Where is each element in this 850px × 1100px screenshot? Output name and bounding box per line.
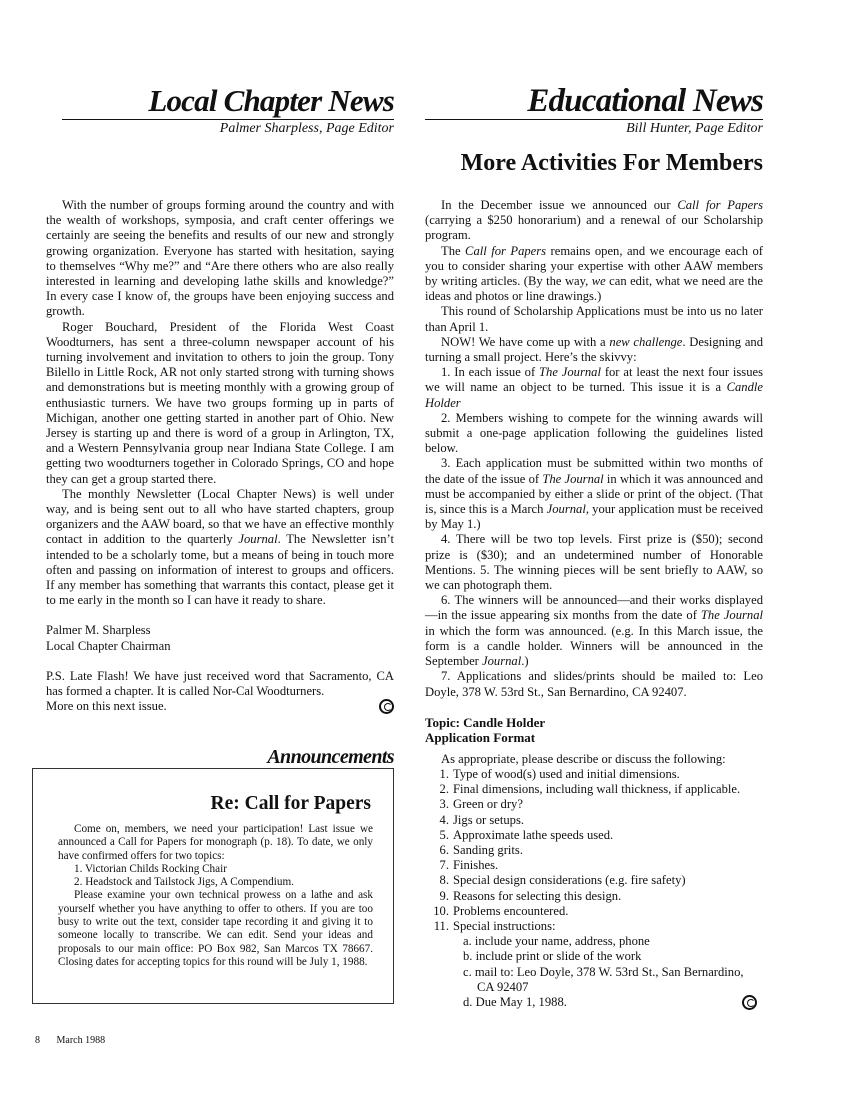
format-item: 8. Special design considerations (e.g. fire safety) <box>439 873 686 888</box>
spiral-end-mark-icon <box>742 995 757 1010</box>
postscript-last-line: More on this next issue. <box>46 699 167 714</box>
special-instruction: b. include print or slide of the work <box>463 949 642 964</box>
educational-article <box>425 198 763 1010</box>
postscript: P.S. Late Flash! We have just received word that Sacramento, CA has formed a chapter. It is called Nor-Cal Woodturners. <box>46 668 394 699</box>
educational-news-masthead <box>425 84 763 136</box>
section-title: Educational News <box>527 83 763 119</box>
topic-heading: Topic: Candle Holder <box>425 714 546 730</box>
format-item: 6. Sanding grits. <box>439 842 523 857</box>
format-item: 7. Finishes. <box>439 858 499 873</box>
article-paragraph: This round of Scholarship Applications must be into us no later than April 1. <box>425 304 763 334</box>
page-footer <box>35 1035 119 1046</box>
special-instruction: a. include your name, address, phone <box>463 934 650 949</box>
masthead-rule <box>62 119 394 120</box>
rule-item: 2. Members wishing to compete for the winning awards will submit a one-page application following the guidelines listed below. <box>425 410 763 456</box>
special-instruction: c. mail to: Leo Doyle, 378 W. 53rd St., San Bernardino, <box>463 964 744 979</box>
article-paragraph: Roger Bouchard, President of the Florida West Coast Woodturners, has sent a three-column newspaper account of his turning involvement and invitation to others to join the group. Tony Bilello in Little Rock, AR not only started strong with turning shows and demonstrations but is meeting monthly with a growing group of enthusiastic turners. We have two groups forming up in parts of Michigan, another one getting started in another part of Ohio. New Jersey is starting up and there is word of a group in Arlington, TX, and a Western Pennsylvania group near Indiana State College. I am getting two woodturners together in Colorado Springs, CO and hope they can get a group started there. <box>46 319 394 486</box>
local-chapter-news-masthead <box>60 84 394 136</box>
article-paragraph: The Call for Papers remains open, and we encourage each of you to consider sharing your expertise with other AAW members by writing articles. (By the way, we can edit, what we need are the ideas and photos or line drawings.) <box>425 243 763 304</box>
rule-item: 4. There will be two top levels. First prize is ($50); second prize is ($30); and an undetermined number of Honorable Mentions. 5. The winning pieces will be sent briefly to AAW, so we can photograph them. <box>425 532 763 593</box>
page-editor-credit: Bill Hunter, Page Editor <box>626 121 763 136</box>
article-paragraph: The monthly Newsletter (Local Chapter News) is well under way, and is being sent out to all who have started chapters, group organizers and the AAW board, so that we have an effective monthly contact in addition to the quarterly Journal. The Newsletter isn’t intended to be a scholarly tome, but a means of being in touch more often and passing on information of interest to groups and officers. If any member has something that warrants this contact, please get it to me early in the month so I can have it ready to share. <box>46 486 394 608</box>
application-format-list <box>425 752 763 1010</box>
topic-item: 1. Victorian Childs Rocking Chair <box>74 862 227 875</box>
announcements-header: Announcements <box>267 746 394 768</box>
format-item: 2. Final dimensions, including wall thickness, if applicable. <box>439 782 741 797</box>
format-item: 1. Type of wood(s) used and initial dimensions. <box>439 766 680 781</box>
page-number: 8 <box>35 1035 40 1046</box>
signature-title: Local Chapter Chairman <box>46 638 171 653</box>
spiral-end-mark-icon <box>379 699 394 714</box>
signature-name: Palmer M. Sharpless <box>46 623 151 638</box>
format-item: 10. Problems encountered. <box>433 903 569 918</box>
announcement-intro: Come on, members, we need your participation! Last issue we announced a Call for Papers for monograph (p. 18). To date, we only have confirmed offers for two topics: <box>58 823 373 862</box>
announcement-text <box>58 823 373 969</box>
special-instruction-continued: CA 92407 <box>477 979 529 994</box>
format-item: 5. Approximate lathe speeds used. <box>439 827 614 842</box>
format-item: 4. Jigs or setups. <box>439 812 525 827</box>
topic-item: 2. Headstock and Tailstock Jigs, A Compendium. <box>74 876 294 889</box>
announcement-title: Re: Call for Papers <box>210 793 371 814</box>
announcement-body: Please examine your own technical prowess on a lathe and ask yourself whether you have anything to offer to others. If you are too busy to write out the text, consider tape recording it and giving it to someone locally to transcribe. We can edit. Send your ideas and proposals to our main office: PO Box 982, San Marcos TX 78667. Closing dates for accepting topics for this round will be July 1, 1988. <box>58 889 373 968</box>
announcements-box <box>32 768 394 1004</box>
rule-item: 1. In each issue of The Journal for at least the next four issues we will name an object to be turned. This issue it is a Candle Holder <box>425 365 763 410</box>
article-paragraph: NOW! We have come up with a new challenge. Designing and turning a small project. Here’s the skivvy: <box>425 334 763 365</box>
local-chapter-article <box>46 198 394 715</box>
format-heading: Application Format <box>425 729 536 745</box>
issue-date: March 1988 <box>56 1035 106 1046</box>
format-intro: As appropriate, please describe or discuss the following: <box>441 751 726 766</box>
page-editor-credit: Palmer Sharpless, Page Editor <box>219 121 394 136</box>
section-title: Local Chapter News <box>148 83 394 118</box>
article-headline: More Activities For Members <box>460 150 763 176</box>
format-item: 9. Reasons for selecting this design. <box>439 888 622 903</box>
article-paragraph: With the number of groups forming around the country and with the wealth of workshops, symposia, and craft center offerings we certainly are seeing the benefits and results of our new and strongly growing organization. Everyone has started with hesitation, saying to themselves “Why me?” and “Are there others who are also really interested in learning and developing lathe skills and knowledge?” In every case I know of, the groups have been enjoying success and growth. <box>46 198 394 319</box>
masthead-rule <box>425 119 763 120</box>
rule-item: 3. Each application must be submitted within two months of the date of the issue of The Journal in which it was announced and must be accompanied by either a slide or print of the object. (That is, since this is a March Journal, your application must be received by May 1.) <box>425 456 764 532</box>
format-item: 11. Special instructions: <box>433 918 556 933</box>
rule-item: 7. Applications and slides/prints should be mailed to: Leo Doyle, 378 W. 53rd St., San Bernardino, CA 92407. <box>425 669 763 699</box>
article-paragraph: In the December issue we announced our Call for Papers (carrying a $250 honorarium) and a renewal of our Scholarship program. <box>425 198 763 243</box>
format-item: 3. Green or dry? <box>439 797 523 812</box>
special-instruction: d. Due May 1, 1988. <box>463 994 567 1009</box>
rule-item: 6. The winners will be announced—and their works displayed—in the issue appearing six months from the date of The Journal in which the form was announced. (e.g. In this March issue, the form is a candle holder. Winners will be announced in the September Journal.) <box>425 593 763 669</box>
